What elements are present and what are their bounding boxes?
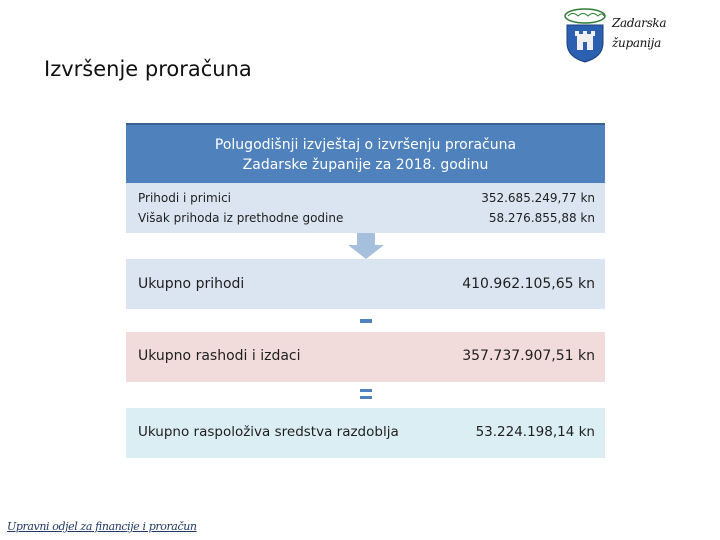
income-value: 352.685.249,77 kn [481,191,595,205]
total-income-row [126,259,605,309]
income-row [126,183,605,233]
coat-of-arms-icon [561,7,609,63]
header-line1: Polugodišnji izvještaj o izvršenju proračuna [214,137,517,153]
total-available-value: 53.224.198,14 kn [475,424,595,440]
minus-icon [360,319,372,323]
footer-link[interactable]: Upravni odjel za financije i proračun [7,520,197,533]
logo-name-line1: Zadarska [612,16,667,30]
logo-name [612,13,682,53]
income-label: Prihodi i primici [138,191,231,205]
total-expenses-label: Ukupno rashodi i izdaci [138,348,301,364]
down-arrow-icon [348,233,384,259]
total-income-label: Ukupno prihodi [138,276,245,292]
total-available-row [126,408,605,458]
total-expenses-value: 357.737.907,51 kn [462,348,595,364]
total-available-label: Ukupno raspoloživa sredstva razdoblja [138,424,399,440]
surplus-label: Višak prihoda iz prethodne godine [138,211,344,225]
logo-name-line2: županija [612,36,661,50]
header-line2: Zadarske županije za 2018. godinu [242,157,489,173]
surplus-value: 58.276.855,88 kn [488,211,595,225]
page-title: Izvršenje proračuna [44,57,252,81]
total-income-value: 410.962.105,65 kn [462,276,595,292]
report-header [126,123,605,183]
total-expenses-row [126,332,605,382]
